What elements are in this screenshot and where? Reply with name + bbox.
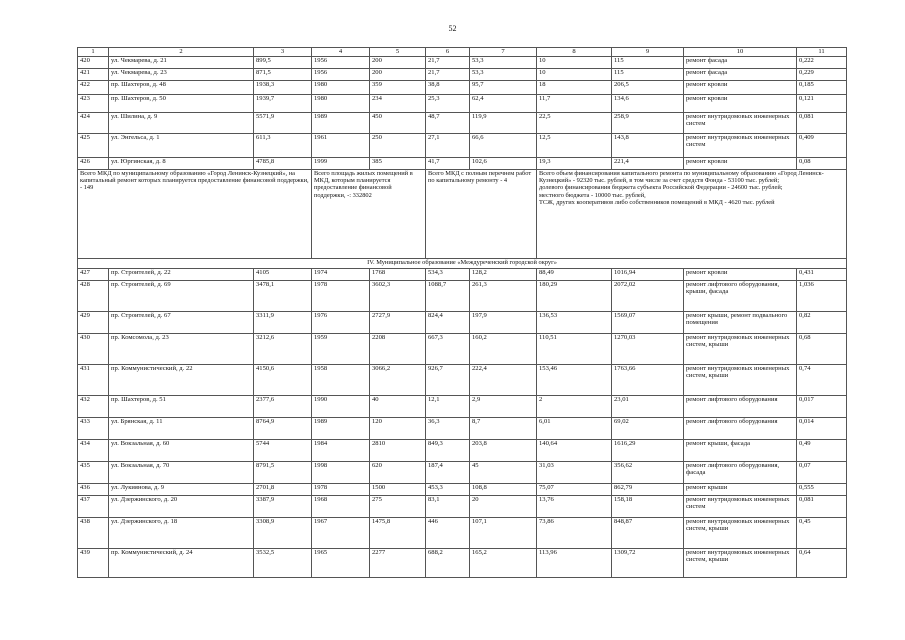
table-cell: 21,7 (426, 56, 470, 68)
table-cell: ул. Дзержинского, д. 20 (109, 495, 254, 517)
table-cell: 848,87 (612, 517, 684, 548)
table-cell: 667,3 (426, 333, 470, 364)
table-cell: 134,6 (612, 94, 684, 112)
table-cell: ремонт крыши, фасада (684, 439, 797, 461)
column-number: 5 (370, 48, 426, 57)
table-cell: 0,431 (797, 268, 847, 280)
table-cell: 53,3 (470, 56, 537, 68)
table-cell: 23,01 (612, 395, 684, 417)
table-row (78, 395, 847, 417)
table-cell: 435 (78, 461, 109, 483)
table-cell: 107,1 (470, 517, 537, 548)
table-cell: ремонт фасада (684, 56, 797, 68)
column-number: 10 (684, 48, 797, 57)
table-cell: 2277 (370, 548, 426, 577)
table-cell: 0,081 (797, 495, 847, 517)
table-cell: ремонт кровли (684, 94, 797, 112)
table-cell: 862,79 (612, 483, 684, 495)
table-cell: 620 (370, 461, 426, 483)
summary-total-area: Всего площадь жилых помещений в МКД, которым планируется предоставление финансовой поддержки, -: 332802 (312, 169, 426, 258)
table-cell: 1989 (312, 417, 370, 439)
table-cell: 160,2 (470, 333, 537, 364)
table-cell: 2810 (370, 439, 426, 461)
table-cell: 824,4 (426, 311, 470, 333)
table-cell: пр. Коммунистический, д. 22 (109, 364, 254, 395)
table-cell: ул. Чекмарева, д. 21 (109, 56, 254, 68)
table-cell: 11,7 (537, 94, 612, 112)
table-cell: 1967 (312, 517, 370, 548)
table-cell: 187,4 (426, 461, 470, 483)
table-cell: 1763,66 (612, 364, 684, 395)
table-cell: 25,3 (426, 94, 470, 112)
table-cell: пр. Строителей, д. 69 (109, 280, 254, 311)
table-cell: пр. Шахтеров, д. 48 (109, 80, 254, 94)
table-cell: 1958 (312, 364, 370, 395)
table-cell: 62,4 (470, 94, 537, 112)
table-cell: 1968 (312, 495, 370, 517)
table-cell: 438 (78, 517, 109, 548)
table-cell: 0,82 (797, 311, 847, 333)
table-cell: 0,409 (797, 133, 847, 157)
table-cell: 430 (78, 333, 109, 364)
table-cell: 53,3 (470, 68, 537, 80)
table-cell: 8764,9 (254, 417, 312, 439)
table-cell: 110,51 (537, 333, 612, 364)
table-row (78, 157, 847, 169)
table-cell: 359 (370, 80, 426, 94)
table-cell: ул. Лукиянова, д. 9 (109, 483, 254, 495)
table-cell: 422 (78, 80, 109, 94)
summary-total-mkd: Всего МКД по муниципальному образованию «Город Ленинск-Кузнецкий», на капитальный ремонт которых планируется предоставление финансовой поддержки, - 149 (78, 169, 312, 258)
table-cell: 421 (78, 68, 109, 80)
table-cell: 434 (78, 439, 109, 461)
table-row (78, 333, 847, 364)
table-cell: ремонт внутридомовых инженерных систем, крыши (684, 364, 797, 395)
table-cell: ремонт лифтового оборудования, фасада (684, 461, 797, 483)
table-cell: 45 (470, 461, 537, 483)
table-cell: 0,08 (797, 157, 847, 169)
table-cell: ул. Дзержинского, д. 18 (109, 517, 254, 548)
table-cell: ремонт внутридомовых инженерных систем, крыши (684, 517, 797, 548)
table-cell: 4785,8 (254, 157, 312, 169)
table-cell: 849,3 (426, 439, 470, 461)
table-cell: пр. Шахтеров, д. 51 (109, 395, 254, 417)
table-cell: ул. Вокзальная, д. 60 (109, 439, 254, 461)
column-number: 7 (470, 48, 537, 57)
table-cell: 3212,6 (254, 333, 312, 364)
table-row (78, 311, 847, 333)
table-cell: 73,86 (537, 517, 612, 548)
table-cell: 22,5 (537, 112, 612, 133)
table-cell: 431 (78, 364, 109, 395)
table-cell: 385 (370, 157, 426, 169)
table-cell: 0,121 (797, 94, 847, 112)
table-row (78, 68, 847, 80)
table-cell: 36,3 (426, 417, 470, 439)
section-heading-row (78, 258, 847, 268)
table-cell: 1980 (312, 94, 370, 112)
table-cell: 6,01 (537, 417, 612, 439)
table-cell: 0,017 (797, 395, 847, 417)
table-cell: 425 (78, 133, 109, 157)
section-heading: IV. Муниципальное образование «Междуреченский городской округ» (78, 258, 847, 268)
table-cell: 0,68 (797, 333, 847, 364)
table-cell: 1475,8 (370, 517, 426, 548)
table-cell: 1569,07 (612, 311, 684, 333)
table-cell: 0,185 (797, 80, 847, 94)
table-cell: 1998 (312, 461, 370, 483)
table-cell: ремонт внутридомовых инженерных систем (684, 112, 797, 133)
table-cell: 4150,6 (254, 364, 312, 395)
table-cell: 439 (78, 548, 109, 577)
table-cell: 203,8 (470, 439, 537, 461)
table-cell: 158,18 (612, 495, 684, 517)
table-cell: 258,9 (612, 112, 684, 133)
table-cell: 450 (370, 112, 426, 133)
column-number: 1 (78, 48, 109, 57)
table-cell: 1978 (312, 280, 370, 311)
table-row (78, 417, 847, 439)
table-cell: 1965 (312, 548, 370, 577)
summary-row (78, 169, 847, 258)
page-number: 52 (448, 24, 457, 33)
table-cell: 13,76 (537, 495, 612, 517)
table-cell: 41,7 (426, 157, 470, 169)
table-cell: 5744 (254, 439, 312, 461)
table-cell: 3387,9 (254, 495, 312, 517)
table-cell: ремонт лифтового оборудования (684, 417, 797, 439)
table-cell: 1990 (312, 395, 370, 417)
table-cell: пр. Коммунистический, д. 24 (109, 548, 254, 577)
table-cell: 1500 (370, 483, 426, 495)
table-cell: 113,96 (537, 548, 612, 577)
table-cell: 200 (370, 68, 426, 80)
table-cell: 1956 (312, 56, 370, 68)
table-row (78, 517, 847, 548)
table-cell: 18 (537, 80, 612, 94)
table-cell: 899,5 (254, 56, 312, 68)
column-number-row (78, 48, 847, 57)
table-row (78, 94, 847, 112)
table-cell: 2 (537, 395, 612, 417)
table-row (78, 280, 847, 311)
table-cell: 871,5 (254, 68, 312, 80)
table-cell: 40 (370, 395, 426, 417)
table-cell: ремонт кровли (684, 80, 797, 94)
table-cell: 534,3 (426, 268, 470, 280)
column-number: 9 (612, 48, 684, 57)
table-cell: 8791,5 (254, 461, 312, 483)
table-cell: 1980 (312, 80, 370, 94)
table-cell: 8,7 (470, 417, 537, 439)
table-cell: 926,7 (426, 364, 470, 395)
table-cell: 1270,03 (612, 333, 684, 364)
table-cell: 140,64 (537, 439, 612, 461)
table-cell: 10 (537, 56, 612, 68)
table-cell: 102,6 (470, 157, 537, 169)
table-cell: 3311,9 (254, 311, 312, 333)
table-cell: 10 (537, 68, 612, 80)
table-cell: 1961 (312, 133, 370, 157)
table-cell: 424 (78, 112, 109, 133)
table-cell: 1768 (370, 268, 426, 280)
table-cell: 3602,3 (370, 280, 426, 311)
table-cell: 180,29 (537, 280, 612, 311)
table-cell: ремонт внутридомовых инженерных систем (684, 133, 797, 157)
table-cell: пр. Шахтеров, д. 50 (109, 94, 254, 112)
table-cell: 2208 (370, 333, 426, 364)
table-cell: 165,2 (470, 548, 537, 577)
table-cell: 1016,94 (612, 268, 684, 280)
table-cell: ремонт кровли (684, 268, 797, 280)
column-number: 3 (254, 48, 312, 57)
financing-line: ТСЖ, других кооперативов либо собственников помещений в МКД - 4620 тыс. рублей (539, 199, 775, 207)
table-cell: 2377,6 (254, 395, 312, 417)
table-cell: 2072,02 (612, 280, 684, 311)
table-cell: 75,07 (537, 483, 612, 495)
table-cell: ремонт крыши (684, 483, 797, 495)
table-cell: 446 (426, 517, 470, 548)
table-cell: 423 (78, 94, 109, 112)
table-cell: 1978 (312, 483, 370, 495)
table-cell: ул. Вокзальная, д. 70 (109, 461, 254, 483)
table-cell: ул. Чекмарева, д. 23 (109, 68, 254, 80)
table-row (78, 268, 847, 280)
table-cell: 136,53 (537, 311, 612, 333)
table-cell: 115 (612, 68, 684, 80)
table-cell: 19,3 (537, 157, 612, 169)
table-cell: 2701,8 (254, 483, 312, 495)
table-cell: 261,3 (470, 280, 537, 311)
table-cell: ремонт кровли (684, 157, 797, 169)
table-cell: 38,8 (426, 80, 470, 94)
table-cell: ул. Шилина, д. 9 (109, 112, 254, 133)
table-cell: 2727,9 (370, 311, 426, 333)
table-cell: 1976 (312, 311, 370, 333)
table-cell: 197,9 (470, 311, 537, 333)
table-cell: 66,6 (470, 133, 537, 157)
table-cell: 428 (78, 280, 109, 311)
table-cell: 0,014 (797, 417, 847, 439)
column-number: 4 (312, 48, 370, 57)
table-row (78, 439, 847, 461)
table-cell: ремонт лифтового оборудования (684, 395, 797, 417)
table-cell: 0,222 (797, 56, 847, 68)
table-cell: 108,8 (470, 483, 537, 495)
table-cell: ремонт внутридомовых инженерных систем, крыши (684, 548, 797, 577)
table-cell: 221,4 (612, 157, 684, 169)
financing-line: Всего объем финансирования капитального ремонта по муниципальному образованию «Город Ленинск-Кузнецкий» - 92320 тыс. рублей, в том числе за счет средств Фонда - 53100 тыс. рублей; (539, 169, 824, 184)
table-cell: 1974 (312, 268, 370, 280)
table-cell: 120 (370, 417, 426, 439)
table-cell: 1939,7 (254, 94, 312, 112)
table-cell: 200 (370, 56, 426, 68)
column-number: 2 (109, 48, 254, 57)
table-cell: 1,036 (797, 280, 847, 311)
table-cell: 429 (78, 311, 109, 333)
table-row (78, 483, 847, 495)
column-number: 11 (797, 48, 847, 57)
table-cell: пр. Комсомола, д. 23 (109, 333, 254, 364)
table-cell: 1959 (312, 333, 370, 364)
table-cell: 1989 (312, 112, 370, 133)
table-cell: 206,5 (612, 80, 684, 94)
table-cell: 0,64 (797, 548, 847, 577)
table-cell: 432 (78, 395, 109, 417)
table-cell: 222,4 (470, 364, 537, 395)
table-cell: ремонт внутридомовых инженерных систем (684, 495, 797, 517)
table-cell: 2,9 (470, 395, 537, 417)
table-cell: 426 (78, 157, 109, 169)
table-cell: 21,7 (426, 68, 470, 80)
table-cell: 1309,72 (612, 548, 684, 577)
table-cell: 48,7 (426, 112, 470, 133)
table-cell: 27,1 (426, 133, 470, 157)
table-cell: 1984 (312, 439, 370, 461)
table-cell: 12,5 (537, 133, 612, 157)
table-cell: 0,229 (797, 68, 847, 80)
table-cell: 427 (78, 268, 109, 280)
table-cell: 0,555 (797, 483, 847, 495)
table-cell: 275 (370, 495, 426, 517)
repair-program-table (77, 47, 847, 578)
table-cell: 436 (78, 483, 109, 495)
table-cell: 1616,29 (612, 439, 684, 461)
table-cell: 119,9 (470, 112, 537, 133)
financing-line: местного бюджета - 10000 тыс. рублей, (539, 191, 646, 199)
table-cell: 1999 (312, 157, 370, 169)
table-row (78, 548, 847, 577)
table-cell: 1956 (312, 68, 370, 80)
table-row (78, 495, 847, 517)
table-cell: ремонт лифтового оборудования, крыши, фасада (684, 280, 797, 311)
table-cell: 234 (370, 94, 426, 112)
table-cell: 0,45 (797, 517, 847, 548)
table-row (78, 461, 847, 483)
table-cell: 20 (470, 495, 537, 517)
table-cell: ул. Брянская, д. 11 (109, 417, 254, 439)
table-cell: 453,3 (426, 483, 470, 495)
table-cell: 88,49 (537, 268, 612, 280)
table-row (78, 133, 847, 157)
table-cell: 3532,5 (254, 548, 312, 577)
table-cell: 95,7 (470, 80, 537, 94)
column-number: 8 (537, 48, 612, 57)
financing-line: долевого финансирования бюджета субъекта Российской Федерации - 24600 тыс. рублей; (539, 184, 783, 192)
table-cell: 1088,7 (426, 280, 470, 311)
table-cell: пр. Строителей, д. 67 (109, 311, 254, 333)
table-cell: 437 (78, 495, 109, 517)
table-cell: 611,3 (254, 133, 312, 157)
table-cell: 356,62 (612, 461, 684, 483)
table-cell: 688,2 (426, 548, 470, 577)
table-cell: 31,03 (537, 461, 612, 483)
table-cell: 128,2 (470, 268, 537, 280)
table-cell: 0,07 (797, 461, 847, 483)
table-row (78, 80, 847, 94)
table-cell: ул. Энгельса, д. 1 (109, 133, 254, 157)
table-cell: 1938,3 (254, 80, 312, 94)
summary-financing (537, 169, 847, 258)
table-cell: 0,74 (797, 364, 847, 395)
table-cell: 0,081 (797, 112, 847, 133)
table-cell: 3478,1 (254, 280, 312, 311)
table-cell: ул. Юргинская, д. 8 (109, 157, 254, 169)
table-cell: 153,46 (537, 364, 612, 395)
table-cell: ремонт крыши, ремонт подвального помещения (684, 311, 797, 333)
table-cell: 143,8 (612, 133, 684, 157)
table-cell: 115 (612, 56, 684, 68)
table-cell: 69,02 (612, 417, 684, 439)
column-number: 6 (426, 48, 470, 57)
table-cell: 3066,2 (370, 364, 426, 395)
table-cell: 250 (370, 133, 426, 157)
table-cell: 433 (78, 417, 109, 439)
table-row (78, 364, 847, 395)
table-cell: 3308,9 (254, 517, 312, 548)
table-cell: 4105 (254, 268, 312, 280)
table-cell: 12,1 (426, 395, 470, 417)
table-cell: 0,49 (797, 439, 847, 461)
table-cell: 5571,9 (254, 112, 312, 133)
table-cell: ремонт внутридомовых инженерных систем, крыши (684, 333, 797, 364)
table-row (78, 112, 847, 133)
table-cell: ремонт фасада (684, 68, 797, 80)
table-cell: 420 (78, 56, 109, 68)
table-row (78, 56, 847, 68)
table-cell: пр. Строителей, д. 22 (109, 268, 254, 280)
summary-full-list: Всего МКД с полным перечнем работ по капитальному ремонту - 4 (426, 169, 537, 258)
table-cell: 83,1 (426, 495, 470, 517)
